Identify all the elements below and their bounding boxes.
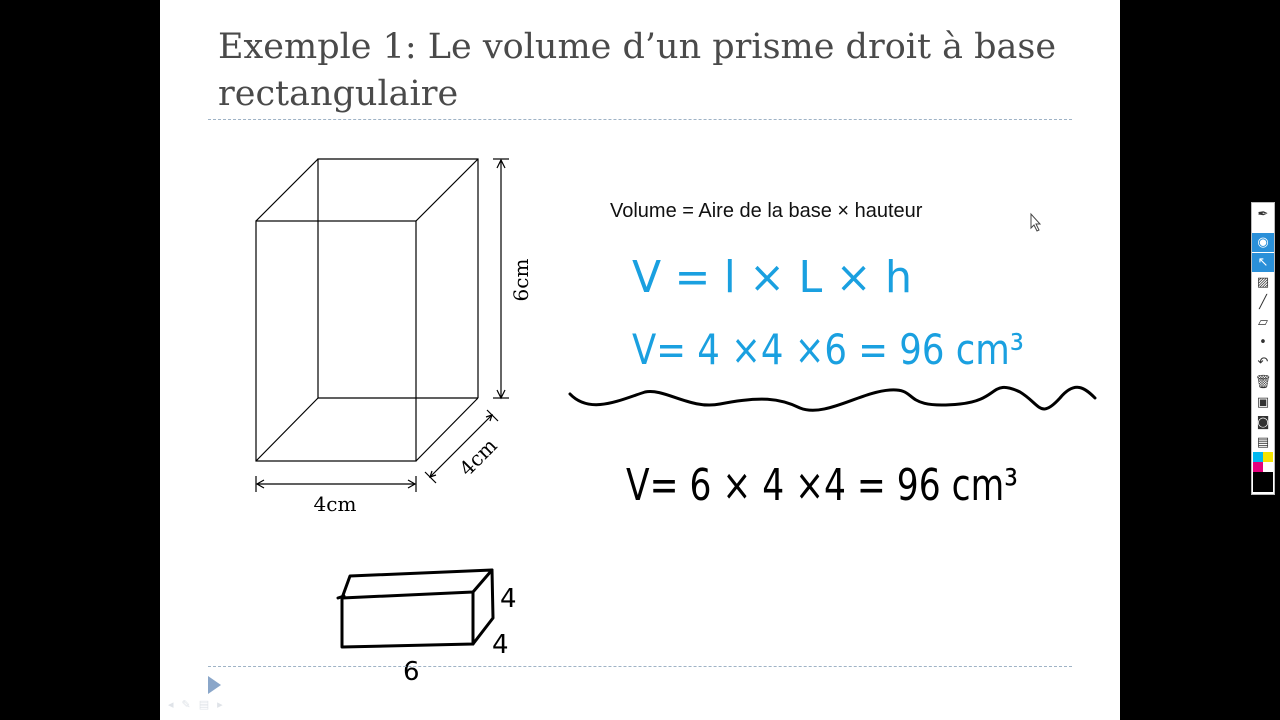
prism-front-face [256, 221, 416, 461]
color-swatch-magenta[interactable] [1253, 462, 1263, 472]
menu-icon[interactable]: ▤ [198, 698, 210, 711]
prism-back-edges [318, 159, 478, 398]
handwritten-formula-calculation-1: V= 4 ×4 ×6 = 96 cm³ [632, 325, 1024, 374]
pen-icon[interactable]: ╱ [1259, 295, 1267, 310]
dot-icon[interactable]: • [1259, 335, 1267, 350]
presentation-slide [160, 0, 1120, 720]
pen-nib-icon[interactable]: ✒ [1257, 207, 1269, 222]
eraser-icon[interactable]: ▱ [1258, 315, 1268, 330]
mouse-cursor-icon [1031, 214, 1040, 231]
color-swatch-black[interactable] [1253, 472, 1273, 492]
screen-icon[interactable]: ▣ [1256, 395, 1270, 410]
pen-tool-icon[interactable]: ✎ [181, 698, 191, 711]
previous-slide-icon[interactable]: ◂ [168, 698, 174, 711]
camera-icon[interactable]: ◙ [1256, 415, 1270, 430]
formula-label: Volume = Aire de la base × hauteur [610, 200, 923, 222]
width-label: 4cm [313, 492, 357, 516]
slide-title: Exemple 1: Le volume d’un prisme droit à base rectangulaire [218, 27, 1057, 114]
footer-divider [208, 666, 1072, 667]
color-swatch-cyan[interactable] [1253, 452, 1263, 462]
highlighter-icon[interactable]: ▨ [1256, 275, 1270, 290]
clipboard-icon[interactable]: ▤ [1256, 435, 1270, 450]
slide-play-icon[interactable] [208, 676, 221, 694]
color-swatch-yellow[interactable] [1263, 452, 1273, 462]
hand-sketched-box [338, 570, 493, 647]
trash-icon[interactable]: 🗑 [1254, 375, 1272, 390]
next-slide-icon[interactable]: ▸ [217, 698, 223, 711]
wavy-separator-line [570, 387, 1095, 410]
arrow-pointer-icon[interactable]: ↖ [1252, 253, 1274, 272]
handwritten-formula-general: V = l × L × h [632, 252, 912, 303]
eye-icon[interactable]: ◉ [1252, 233, 1274, 252]
annotation-toolbar [1251, 202, 1275, 495]
prism-diagram [160, 0, 1120, 720]
undo-icon[interactable]: ↶ [1257, 355, 1269, 370]
handwritten-formula-calculation-2: V= 6 × 4 ×4 = 96 cm³ [626, 460, 1018, 511]
depth-label: 4cm [454, 433, 502, 481]
sketch-depth-label: 4 [492, 630, 509, 660]
height-label: 6cm [509, 258, 533, 302]
sketch-height-label: 4 [500, 584, 517, 614]
slideshow-controls[interactable] [168, 698, 223, 711]
sketch-length-label: 6 [403, 657, 420, 687]
